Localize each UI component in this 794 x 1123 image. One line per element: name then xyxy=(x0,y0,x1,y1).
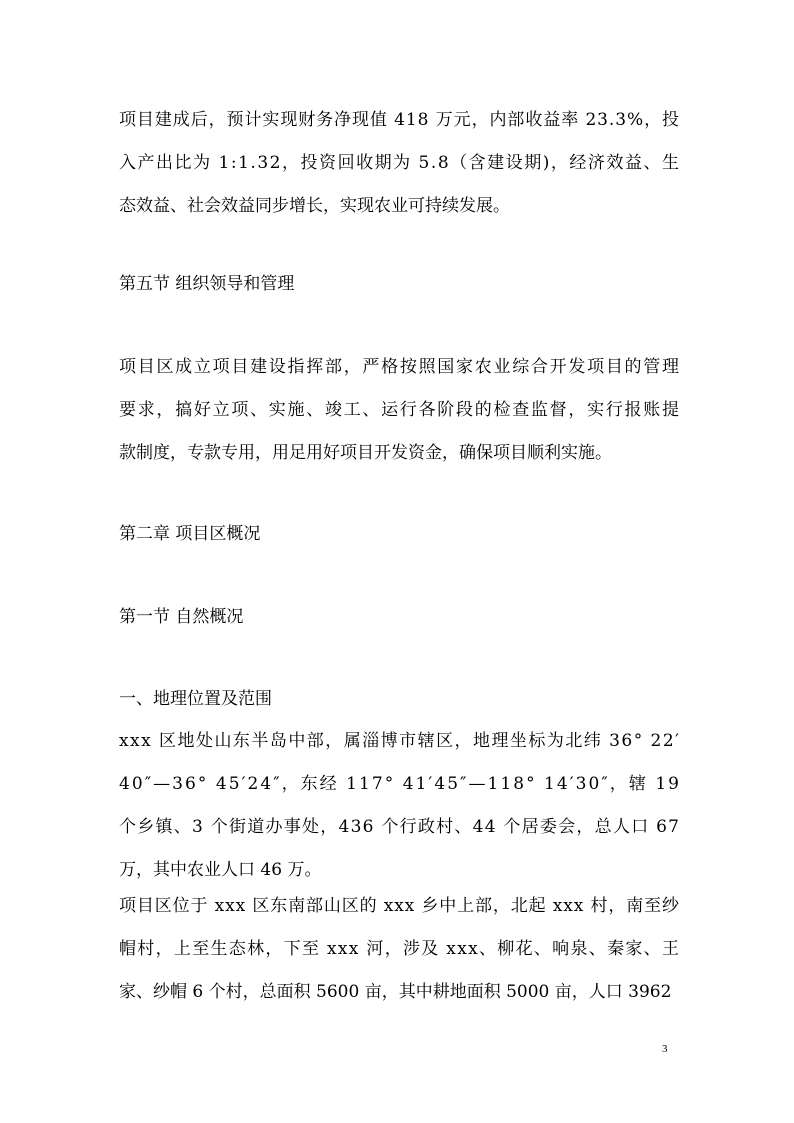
text-line: 40″—36° 45′24″，东经 117° 41′45″—118° 14′30″，辖 19 xyxy=(119,774,682,794)
text-line: 个乡镇、3 个街道办事处，436 个行政村、44 个居委会，总人口 67 xyxy=(119,817,681,837)
text-line: 态效益、社会效益同步增长，实现农业可持续发展。 xyxy=(119,196,510,216)
page-number: 3 xyxy=(662,1043,668,1055)
paragraph-project-area xyxy=(119,885,679,1014)
text-line: 项目区成立项目建设指挥部，严格按照国家农业综合开发项目的管理 xyxy=(119,357,681,377)
text-line: 项目建成后，预计实现财务净现值 418 万元，内部收益率 23.3%，投 xyxy=(119,110,680,130)
text-line: 帽村，上至生态林，下至 xxx 河，涉及 xxx、柳花、响泉、秦家、王 xyxy=(119,939,681,959)
section-heading-natural: 第一节 自然概况 xyxy=(119,607,244,627)
subheading-location: 一、地理位置及范围 xyxy=(119,689,272,709)
paragraph-organization xyxy=(119,346,679,475)
text-line: xxx 区地处山东半岛中部，属淄博市辖区，地理坐标为北纬 36° 22′ xyxy=(119,731,681,751)
text-line: 入产出比为 1:1.32，投资回收期为 5.8（含建设期)，经济效益、生 xyxy=(119,153,681,173)
paragraph-project-benefits xyxy=(119,99,679,228)
text-line: 家、纱帽 6 个村，总面积 5600 亩，其中耕地面积 5000 亩，人口 3962 xyxy=(119,982,672,1002)
paragraph-location xyxy=(119,720,682,892)
text-line: 要求，搞好立项、实施、竣工、运行各阶段的检查监督，实行报账提 xyxy=(119,400,681,420)
text-line: 项目区位于 xxx 区东南部山区的 xxx 乡中上部，北起 xxx 村，南至纱 xyxy=(119,896,680,916)
section-heading-organization: 第五节 组织领导和管理 xyxy=(119,274,295,294)
text-line: 款制度，专款专用，用足用好项目开发资金，确保项目顺利实施。 xyxy=(119,443,612,463)
text-line: 万，其中农业人口 46 万。 xyxy=(119,860,322,880)
chapter-heading-overview: 第二章 项目区概况 xyxy=(119,524,261,544)
